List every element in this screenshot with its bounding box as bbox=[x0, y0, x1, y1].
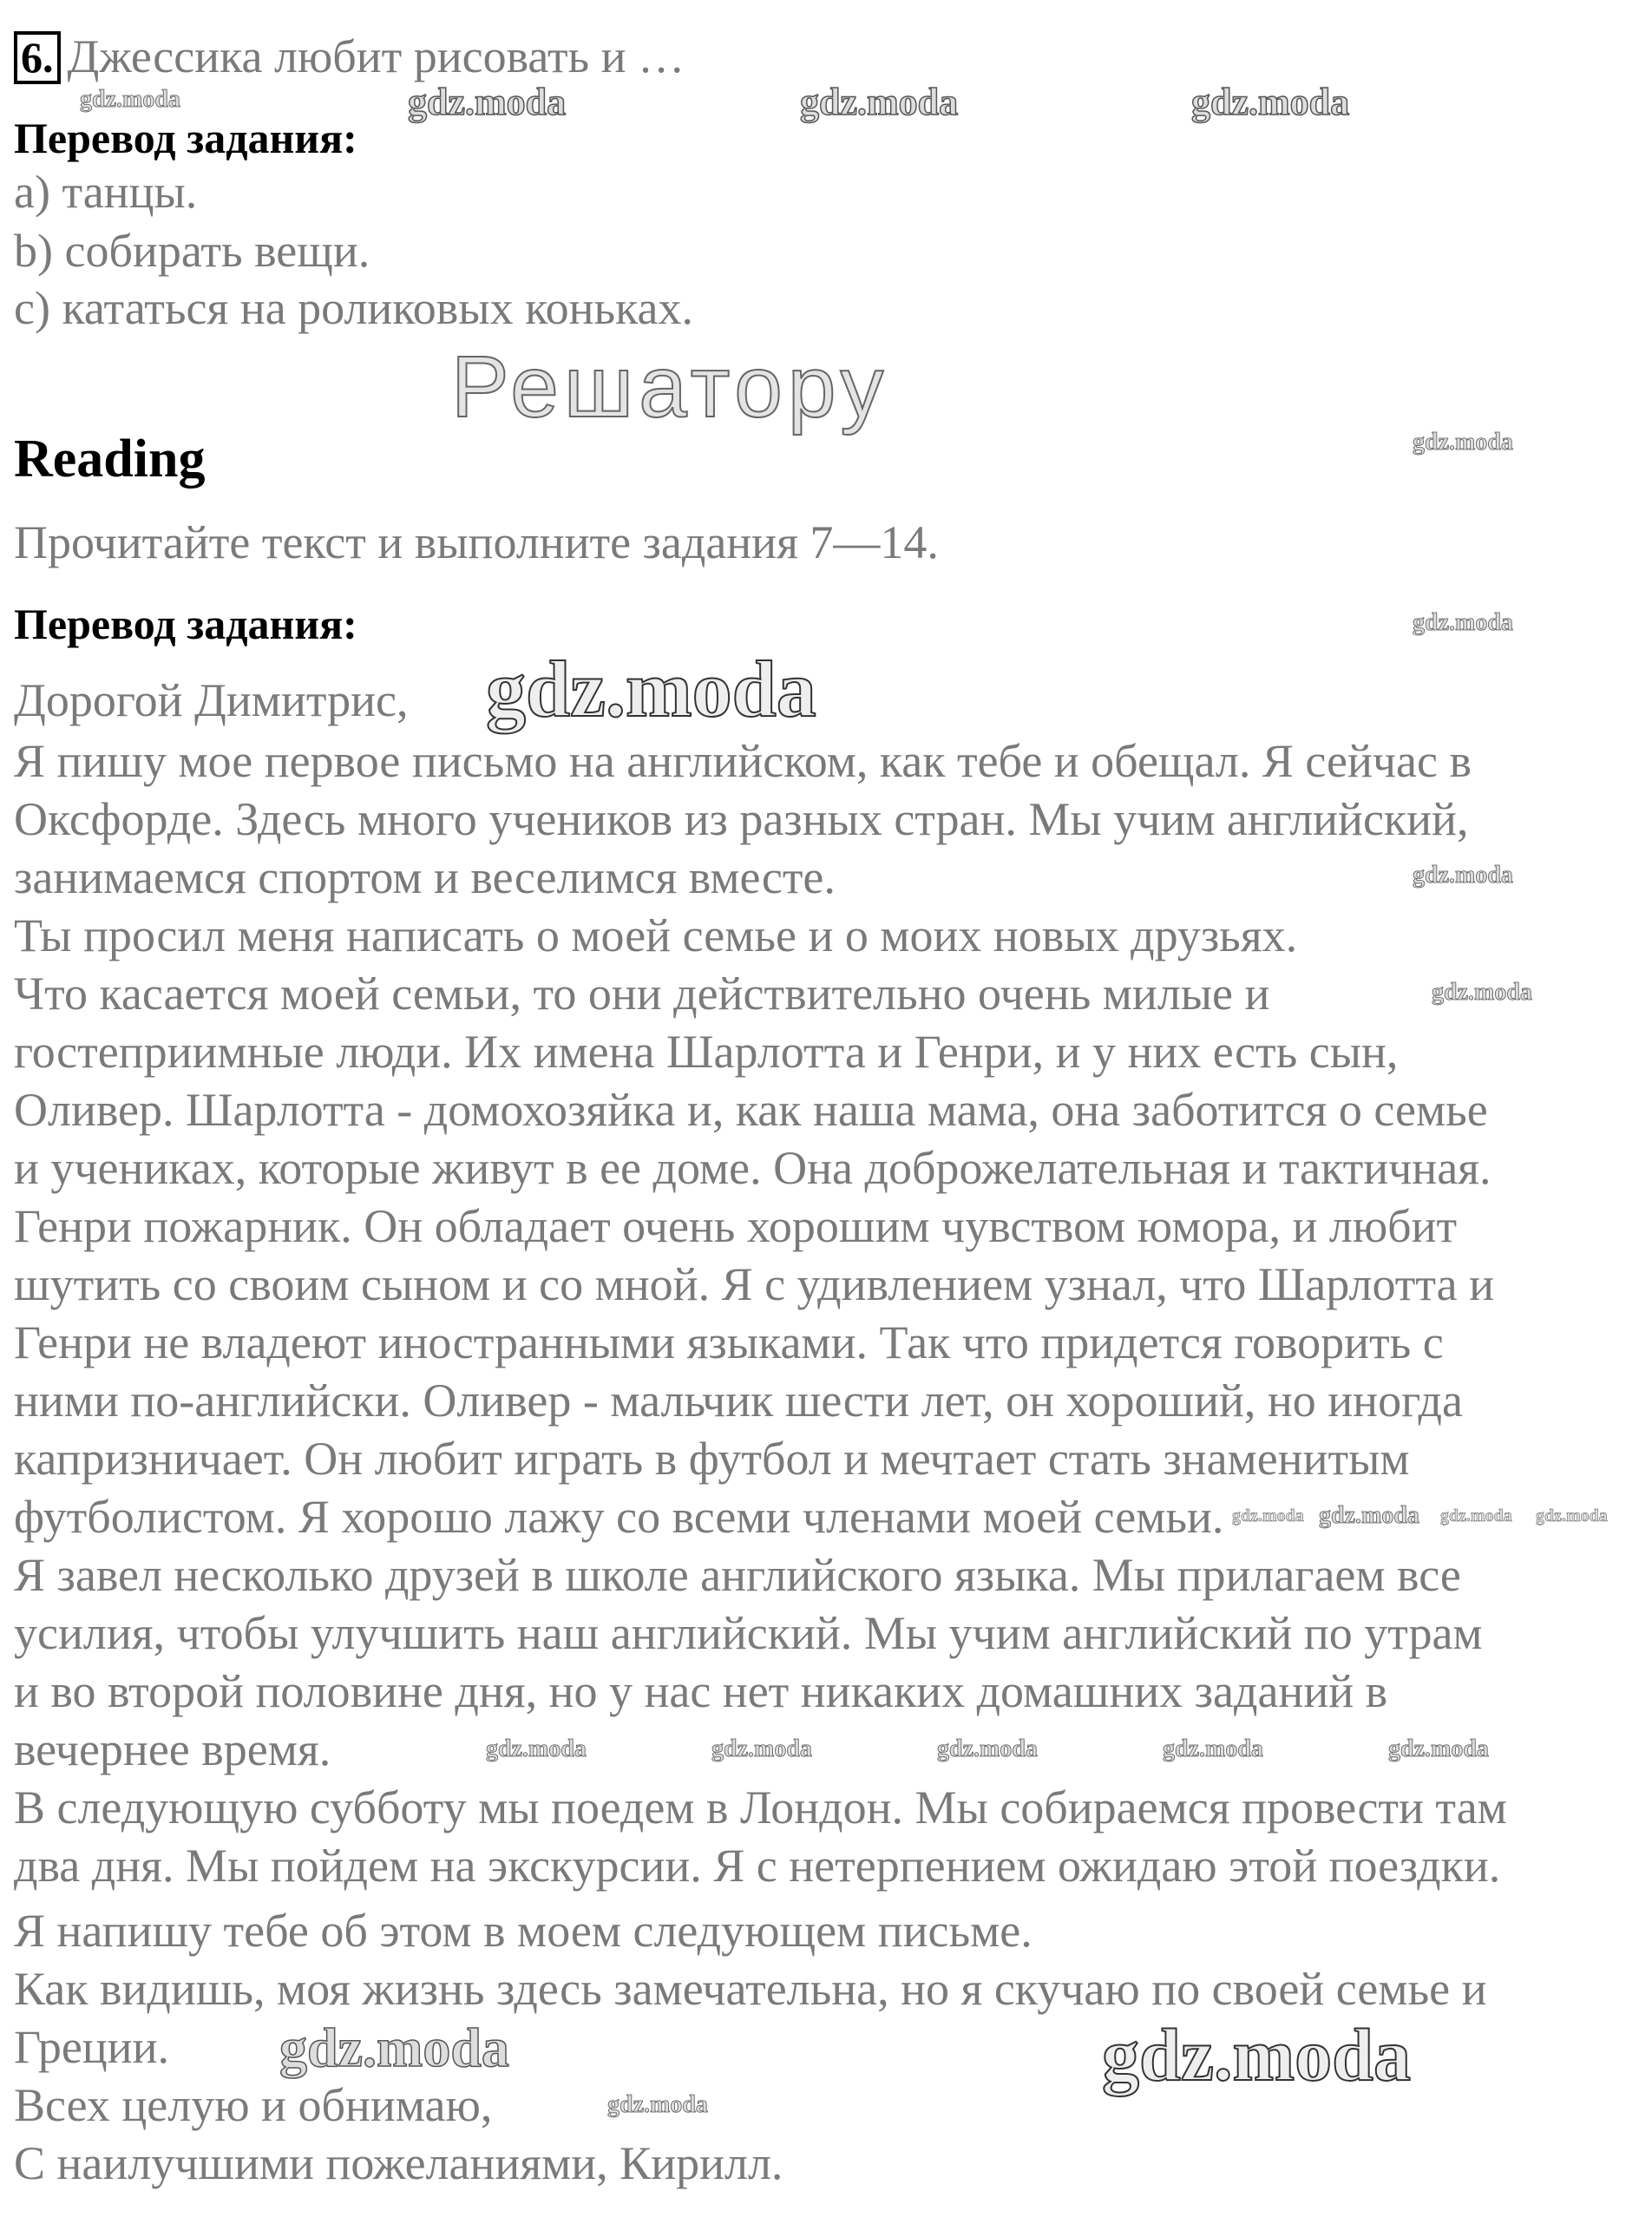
letter-line: Я напишу тебе об этом в моем следующем письме. bbox=[14, 1905, 1032, 1957]
watermark: gdz.moda bbox=[711, 1735, 812, 1762]
letter-line: Оливер. Шарлотта - домохозяйка и, как наша мама, она заботится о семье bbox=[14, 1084, 1488, 1136]
letter-line: ними по-английски. Оливер - мальчик шести лет, он хороший, но иногда bbox=[14, 1374, 1463, 1427]
letter-line: Оксфорде. Здесь много учеников из разных стран. Мы учим английский, bbox=[14, 793, 1469, 845]
reading-heading: Reading bbox=[14, 430, 206, 489]
task-6 bbox=[14, 31, 685, 84]
watermark: gdz.moda bbox=[1413, 609, 1513, 636]
letter-line: занимаемся спортом и веселимся вместе. bbox=[14, 851, 836, 903]
watermark: gdz.moda bbox=[1102, 2013, 1411, 2096]
watermark: gdz.moda bbox=[80, 86, 180, 113]
letter-line: капризничает. Он любит играть в футбол и мечтает стать знаменитым bbox=[14, 1433, 1410, 1485]
watermark: gdz.moda bbox=[1388, 1735, 1489, 1762]
letter-line: Генри не владеют иностранными языками. Так что придется говорить с bbox=[14, 1316, 1444, 1368]
letter-line: В следующую субботу мы поедем в Лондон. Мы собираемся провести там bbox=[14, 1781, 1507, 1834]
letter-line: шутить со своим сыном и со мной. Я с удивлением узнал, что Шарлотта и bbox=[14, 1258, 1495, 1310]
letter-line: и во второй половине дня, но у нас нет никаких домашних заданий в bbox=[14, 1665, 1388, 1717]
overlay-watermark: Решатору bbox=[451, 338, 889, 436]
watermark: gdz.moda bbox=[607, 2091, 708, 2118]
watermark: gdz.moda bbox=[408, 81, 567, 123]
option-b: b) собирать вещи. bbox=[14, 225, 370, 277]
watermark: gdz.moda bbox=[1191, 81, 1350, 123]
reading-instruction: Прочитайте текст и выполните задания 7—14. bbox=[14, 516, 939, 568]
letter-line: вечернее время. bbox=[14, 1723, 331, 1775]
watermark: gdz.moda bbox=[1232, 1506, 1304, 1525]
letter-line: два дня. Мы пойдем на экскурсии. Я с нетерпением ожидаю этой поездки. bbox=[14, 1840, 1501, 1892]
watermark: gdz.moda bbox=[486, 645, 816, 733]
letter-line: футболистом. Я хорошо лажу со всеми членами моей семьи. bbox=[14, 1491, 1224, 1543]
reading-translation-heading: Перевод задания: bbox=[14, 600, 357, 648]
task-prompt: Джессика любит рисовать и … bbox=[67, 30, 685, 82]
option-c: c) кататься на роликовых коньках. bbox=[14, 282, 693, 334]
watermark: gdz.moda bbox=[486, 1735, 587, 1762]
letter-line: гостеприимные люди. Их имена Шарлотта и Генри, и у них есть сын, bbox=[14, 1026, 1399, 1078]
watermark: gdz.moda bbox=[279, 2017, 509, 2078]
letter-line: усилия, чтобы улучшить наш английский. Мы учим английский по утрам bbox=[14, 1607, 1483, 1659]
option-a: a) танцы. bbox=[14, 166, 198, 218]
watermark: gdz.moda bbox=[1536, 1506, 1608, 1525]
task-number: 6. bbox=[14, 31, 61, 84]
translation-heading: Перевод задания: bbox=[14, 114, 357, 162]
watermark: gdz.moda bbox=[1432, 979, 1532, 1006]
letter-line: Я завел несколько друзей в школе английского языка. Мы прилагаем все bbox=[14, 1549, 1461, 1601]
letter-line: Я пишу мое первое письмо на английском, как тебе и обещал. Я сейчас в bbox=[14, 735, 1472, 787]
watermark: gdz.moda bbox=[1319, 1502, 1419, 1529]
watermark: gdz.moda bbox=[1163, 1735, 1263, 1762]
letter-line: Дорогой Димитрис, bbox=[14, 674, 409, 726]
watermark: gdz.moda bbox=[1413, 862, 1513, 889]
watermark: gdz.moda bbox=[1440, 1506, 1512, 1525]
letter-line: Греции. bbox=[14, 2021, 169, 2073]
watermark: gdz.moda bbox=[1413, 429, 1513, 456]
watermark: gdz.moda bbox=[800, 81, 959, 123]
letter-line: и учениках, которые живут в ее доме. Она доброжелательная и тактичная. bbox=[14, 1142, 1491, 1194]
letter-line: С наилучшими пожеланиями, Кирилл. bbox=[14, 2137, 783, 2189]
watermark: gdz.moda bbox=[937, 1735, 1038, 1762]
letter-line: Генри пожарник. Он обладает очень хорошим чувством юмора, и любит bbox=[14, 1200, 1458, 1252]
letter-line: Как видишь, моя жизнь здесь замечательна, но я скучаю по своей семье и bbox=[14, 1963, 1487, 2015]
letter-line: Что касается моей семьи, то они действительно очень милые и bbox=[14, 968, 1270, 1020]
letter-line: Всех целую и обнимаю, bbox=[14, 2079, 493, 2131]
letter-line: Ты просил меня написать о моей семье и о моих новых друзьях. bbox=[14, 909, 1298, 961]
